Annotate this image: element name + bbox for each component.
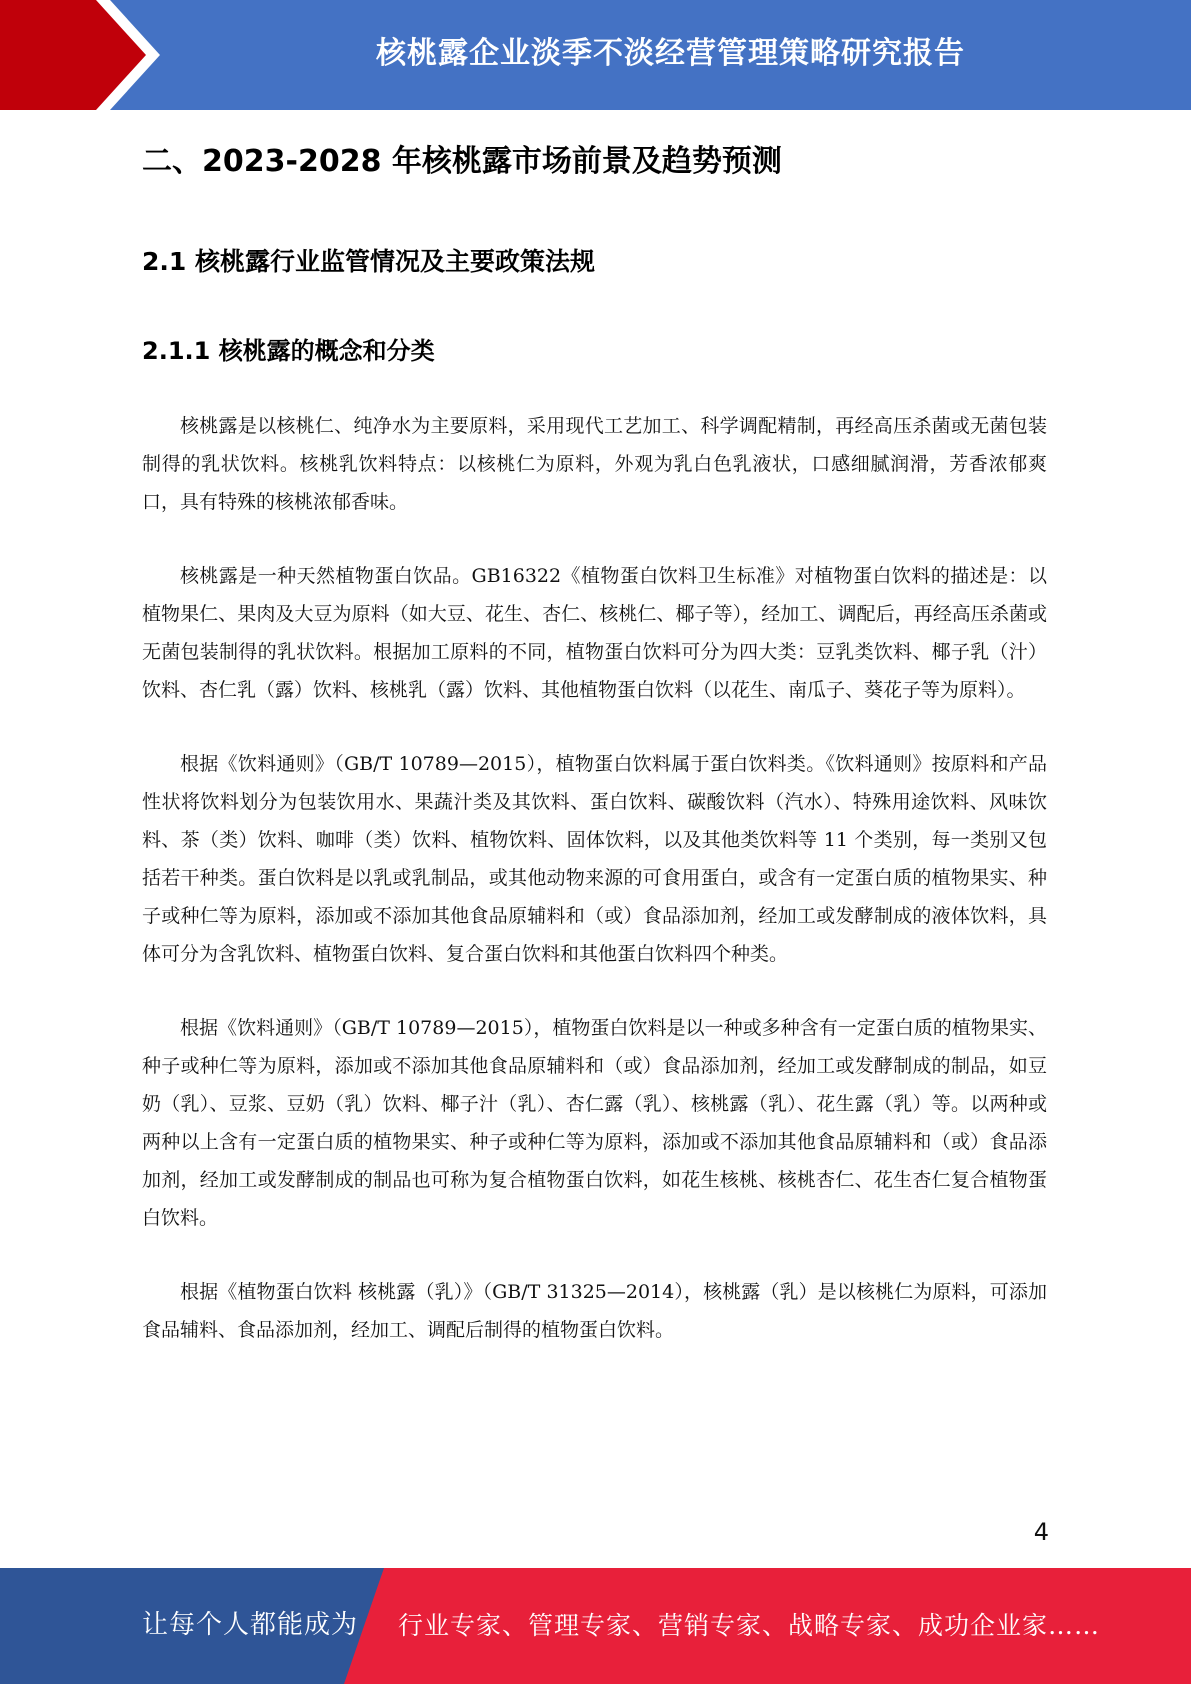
section-heading: 2.1 核桃露行业监管情况及主要政策法规: [142, 247, 595, 276]
footer-slogan-left: 让每个人都能成为: [142, 1610, 359, 1640]
page-number: 4: [1033, 1518, 1049, 1546]
body-paragraph: 核桃露是一种天然植物蛋白饮品。GB16322《植物蛋白饮料卫生标准》对植物蛋白饮料的描述是：以植物果仁、果肉及大豆为原料（如大豆、花生、杏仁、核桃仁、椰子等），经加工、调配后，再经高压杀菌或无菌包装制得的乳状饮料。根据加工原料的不同，植物蛋白饮料可分为四大类：豆乳类饮料、椰子乳（汁）饮料、杏仁乳（露）饮料、核桃乳（露）饮料、其他植物蛋白饮料（以花生、南瓜子、葵花子等为原料）。: [142, 565, 1047, 701]
body-paragraph: 根据《饮料通则》（GB/T 10789—2015），植物蛋白饮料属于蛋白饮料类。《饮料通则》按原料和产品性状将饮料划分为包装饮用水、果蔬汁类及其饮料、蛋白饮料、碳酸饮料（汽水）、特殊用途饮料、风味饮料、茶（类）饮料、咖啡（类）饮料、植物饮料、固体饮料，以及其他类饮料等 11 个类别，每一类别又包括若干种类。蛋白饮料是以乳或乳制品，或其他动物来源的可食用蛋白，或含有一定蛋白质的植物果实、种子或种仁等为原料，添加或不添加其他食品原辅料和（或）食品添加剂，经加工或发酵制成的液体饮料，具体可分为含乳饮料、植物蛋白饮料、复合蛋白饮料和其他蛋白饮料四个种类。: [142, 753, 1047, 965]
footer-slogan-right: 行业专家、管理专家、营销专家、战略专家、成功企业家……: [398, 1611, 1101, 1640]
report-title: 核桃露企业淡季不淡经营管理策略研究报告: [376, 36, 965, 71]
body-paragraph: 根据《植物蛋白饮料 核桃露（乳）》（GB/T 31325—2014），核桃露（乳）是以核桃仁为原料，可添加食品辅料、食品添加剂，经加工、调配后制得的植物蛋白饮料。: [142, 1281, 1047, 1341]
main-content: [142, 138, 1047, 1349]
chapter-heading: 二、2023-2028 年核桃露市场前景及趋势预测: [142, 144, 782, 179]
body-paragraph: 核桃露是以核桃仁、纯净水为主要原料，采用现代工艺加工、科学调配精制，再经高压杀菌或无菌包装制得的乳状饮料。核桃乳饮料特点：以核桃仁为原料，外观为乳白色乳液状，口感细腻润滑，芳香浓郁爽口，具有特殊的核桃浓郁香味。: [142, 415, 1047, 513]
header-arrow-decoration: [0, 0, 160, 110]
page-footer: [0, 1568, 1191, 1684]
body-paragraph: 根据《饮料通则》（GB/T 10789—2015），植物蛋白饮料是以一种或多种含有一定蛋白质的植物果实、种子或种仁等为原料，添加或不添加其他食品原辅料和（或）食品添加剂，经加工或发酵制成的制品，如豆奶（乳）、豆浆、豆奶（乳）饮料、椰子汁（乳）、杏仁露（乳）、核桃露（乳）、花生露（乳）等。以两种或两种以上含有一定蛋白质的植物果实、种子或种仁等为原料，添加或不添加其他食品原辅料和（或）食品添加剂，经加工或发酵制成的制品也可称为复合植物蛋白饮料，如花生核桃、核桃杏仁、花生杏仁复合植物蛋白饮料。: [142, 1017, 1047, 1229]
subsection-heading: 2.1.1 核桃露的概念和分类: [142, 337, 435, 365]
page-header: [0, 0, 1191, 110]
